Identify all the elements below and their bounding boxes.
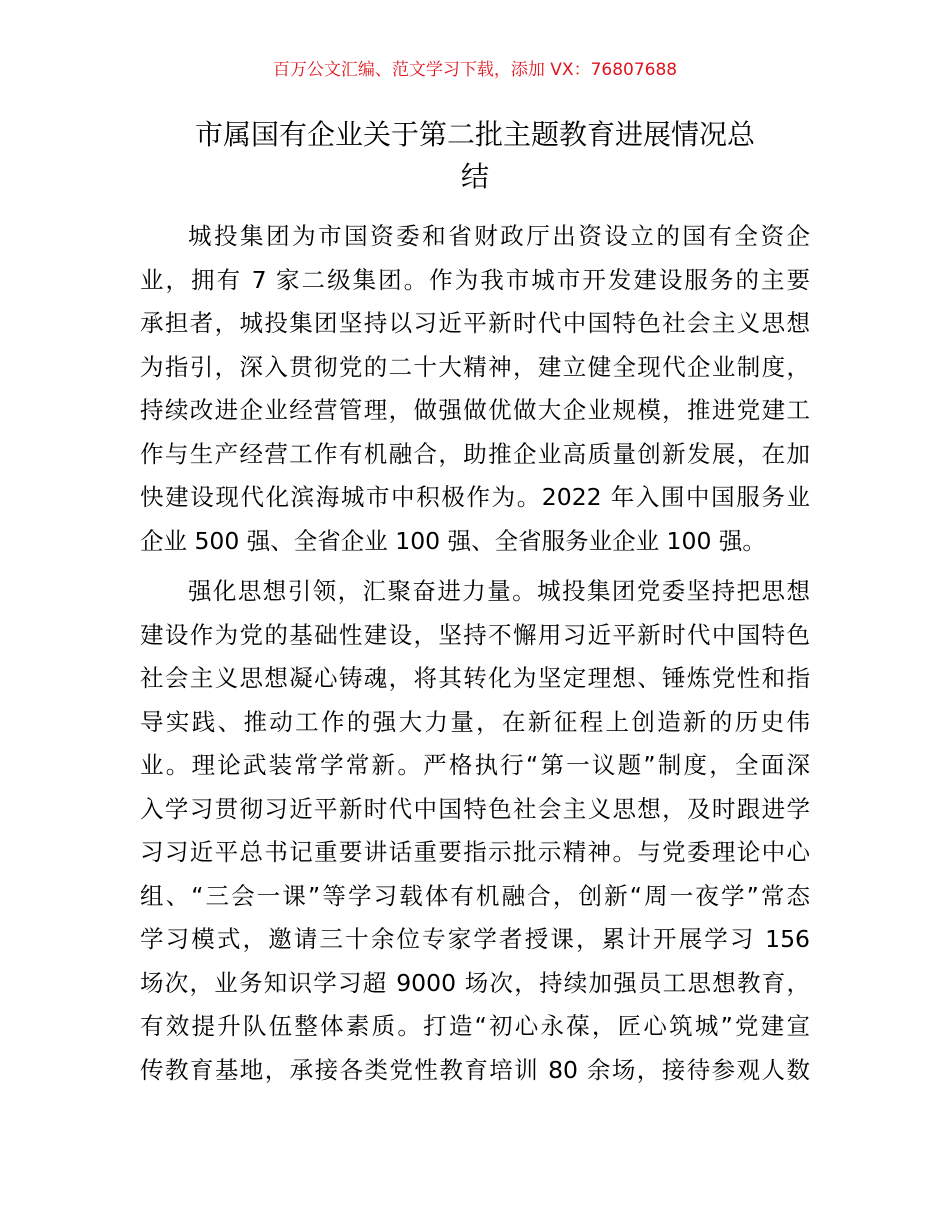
paragraph-line: 导实践、推动工作的强大力量，在新征程上创造新的历史伟 — [140, 707, 810, 736]
paragraph-2 — [140, 570, 810, 1092]
paragraph-1 — [140, 215, 810, 563]
paragraph-line: 有效提升队伍整体素质。打造“初心永葆，匠心筑城”党建宣 — [140, 1012, 810, 1040]
paragraph-line: 建设作为党的基础性建设，坚持不懈用习近平新时代中国特色 — [140, 620, 810, 649]
paragraph-line: 学习模式，邀请三十余位专家学者授课，累计开展学习 156 — [140, 925, 810, 953]
title-line: 市属国有企业关于第二批主题教育进展情况总 — [194, 118, 755, 151]
watermark-banner: 百万公文汇编、范文学习下载，添加 VX：76807688 — [272, 60, 678, 80]
title-line: 结 — [460, 160, 489, 193]
paragraph-line: 社会主义思想凝心铸魂，将其转化为坚定理想、锤炼党性和指 — [140, 664, 810, 692]
paragraph-line: 组、“三会一课”等学习载体有机融合，创新“周一夜学”常态 — [140, 881, 810, 910]
paragraph-line: 持续改进企业经营管理，做强做优做大企业规模，推进党建工 — [140, 396, 810, 424]
paragraph-line: 入学习贯彻习近平新时代中国特色社会主义思想，及时跟进学 — [140, 794, 810, 823]
paragraph-line: 习习近平总书记重要讲话重要指示批示精神。与党委理论中心 — [140, 838, 810, 866]
paragraph-line: 传教育基地，承接各类党性教育培训 80 余场，接待参观人数 — [140, 1055, 810, 1084]
paragraph-line: 场次，业务知识学习超 9000 场次，持续加强员工思想教育， — [140, 968, 810, 997]
paragraph-line: 业。理论武装常学常新。严格执行“第一议题”制度，全面深 — [140, 751, 810, 779]
paragraph-line: 快建设现代化滨海城市中积极作为。2022 年入围中国服务业 — [140, 483, 810, 511]
paragraph-line: 企业 500 强、全省企业 100 强、全省服务业企业 100 强。 — [140, 526, 766, 555]
paragraph-line: 城投集团为市国资委和省财政厅出资设立的国有全资企 — [188, 222, 810, 250]
paragraph-line: 业，拥有 7 家二级集团。作为我市城市开发建设服务的主要 — [140, 265, 810, 294]
paragraph-line: 为指引，深入贯彻党的二十大精神，建立健全现代企业制度， — [140, 352, 810, 381]
paragraph-line: 承担者，城投集团坚持以习近平新时代中国特色社会主义思想 — [140, 309, 810, 337]
paragraph-line: 作与生产经营工作有机融合，助推企业高质量创新发展，在加 — [140, 439, 810, 468]
paragraph-line: 强化思想引领，汇聚奋进力量。城投集团党委坚持把思想 — [188, 577, 810, 605]
document-title — [130, 114, 820, 198]
